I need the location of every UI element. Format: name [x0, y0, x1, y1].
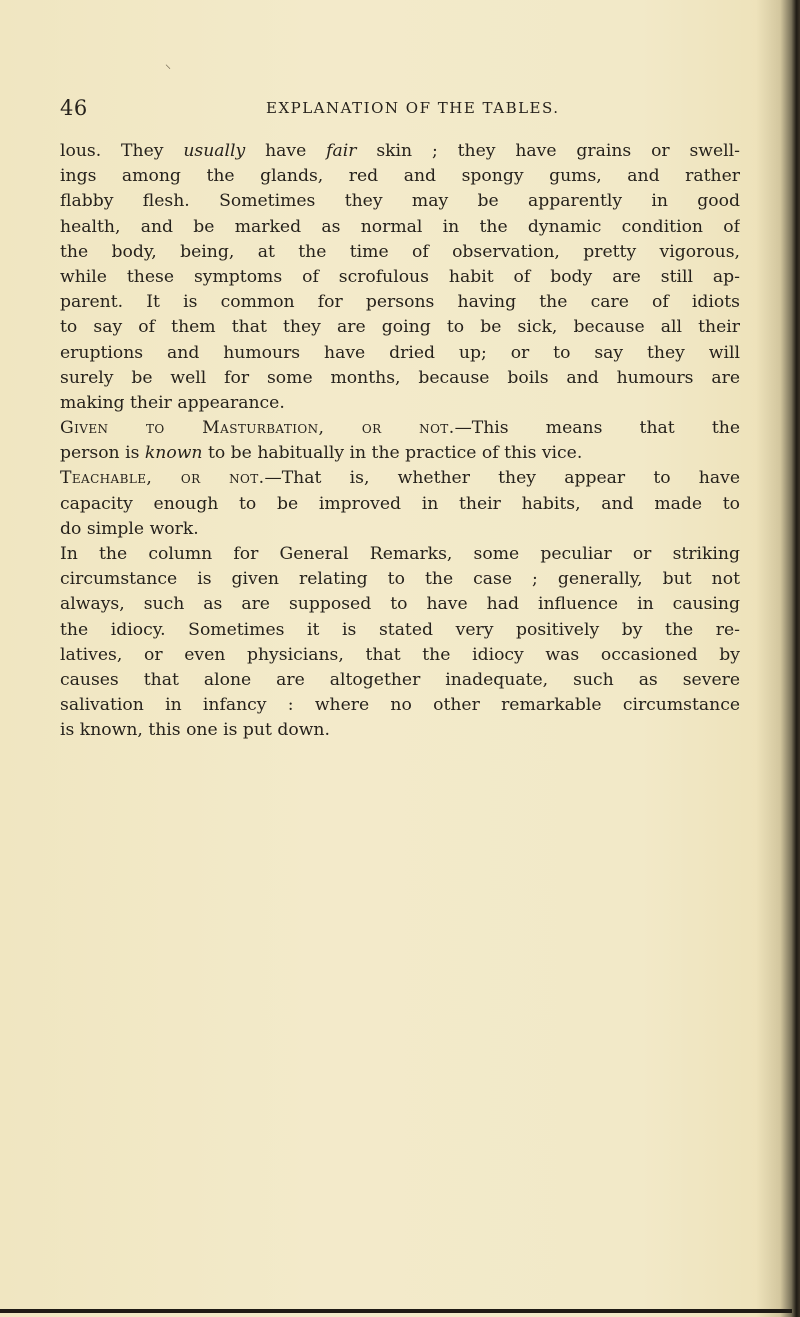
emphasis: fair [326, 141, 357, 161]
text-line: causes that alone are altogether inadequate, such as severe [60, 669, 740, 690]
text-line: latives, or even physicians, that the idiocy was occasioned by [60, 644, 740, 665]
text-line: lous. They usually have fair skin ; they have grains or swell- [60, 141, 740, 161]
text-line: capacity enough to be improved in their habits, and made to [60, 493, 740, 514]
text-line: ings among the glands, red and spongy gums, and rather [60, 166, 740, 187]
section-heading: Given to Masturbation, or not. [60, 418, 455, 439]
text-line: to say of them that they are going to be sick, because all their [60, 317, 740, 338]
section-heading: Teachable, or not. [60, 468, 265, 489]
text-line: is known, this one is put down. [60, 720, 330, 741]
text-line: person is known to be habitually in the practice of this vice. [60, 443, 583, 464]
text-line: circumstance is given relating to the case ; generally, but not [60, 569, 740, 590]
text-line: Teachable, or not.—That is, whether they appear to have [60, 468, 740, 489]
text-line: while these symptoms of scrofulous habit of body are still ap- [60, 266, 740, 287]
text-line: Given to Masturbation, or not.—This means that the [60, 418, 740, 439]
text-line: the body, being, at the time of observation, pretty vigorous, [60, 241, 740, 262]
stray-mark: ⸜ [165, 57, 172, 71]
text-line: parent. It is common for persons having the care of idiots [60, 292, 740, 313]
text-line: flabby flesh. Sometimes they may be apparently in good [60, 191, 740, 212]
page-header [60, 96, 740, 126]
text-line: surely be well for some months, because boils and humours are [60, 367, 740, 388]
text-line: health, and be marked as normal in the dynamic condition of [60, 216, 740, 237]
text-line: In the column for General Remarks, some peculiar or striking [60, 544, 740, 564]
text-line: salivation in infancy : where no other remarkable circumstance [60, 695, 740, 716]
text-line: the idiocy. Sometimes it is stated very positively by the re- [60, 619, 740, 640]
running-head: EXPLANATION OF THE TABLES. [266, 99, 560, 117]
text-line: do simple work. [60, 518, 199, 539]
page-number: 46 [60, 96, 88, 120]
text-line: eruptions and humours have dried up; or to say they will [60, 342, 740, 363]
body-text [60, 139, 740, 744]
text-line: making their appearance. [60, 392, 285, 413]
emphasis: known [144, 443, 203, 464]
bottom-edge-rule [0, 1309, 792, 1313]
text-line: always, such as are supposed to have had influence in causing [60, 594, 740, 615]
emphasis: usually [183, 141, 246, 161]
book-spine-edge [756, 0, 800, 1317]
